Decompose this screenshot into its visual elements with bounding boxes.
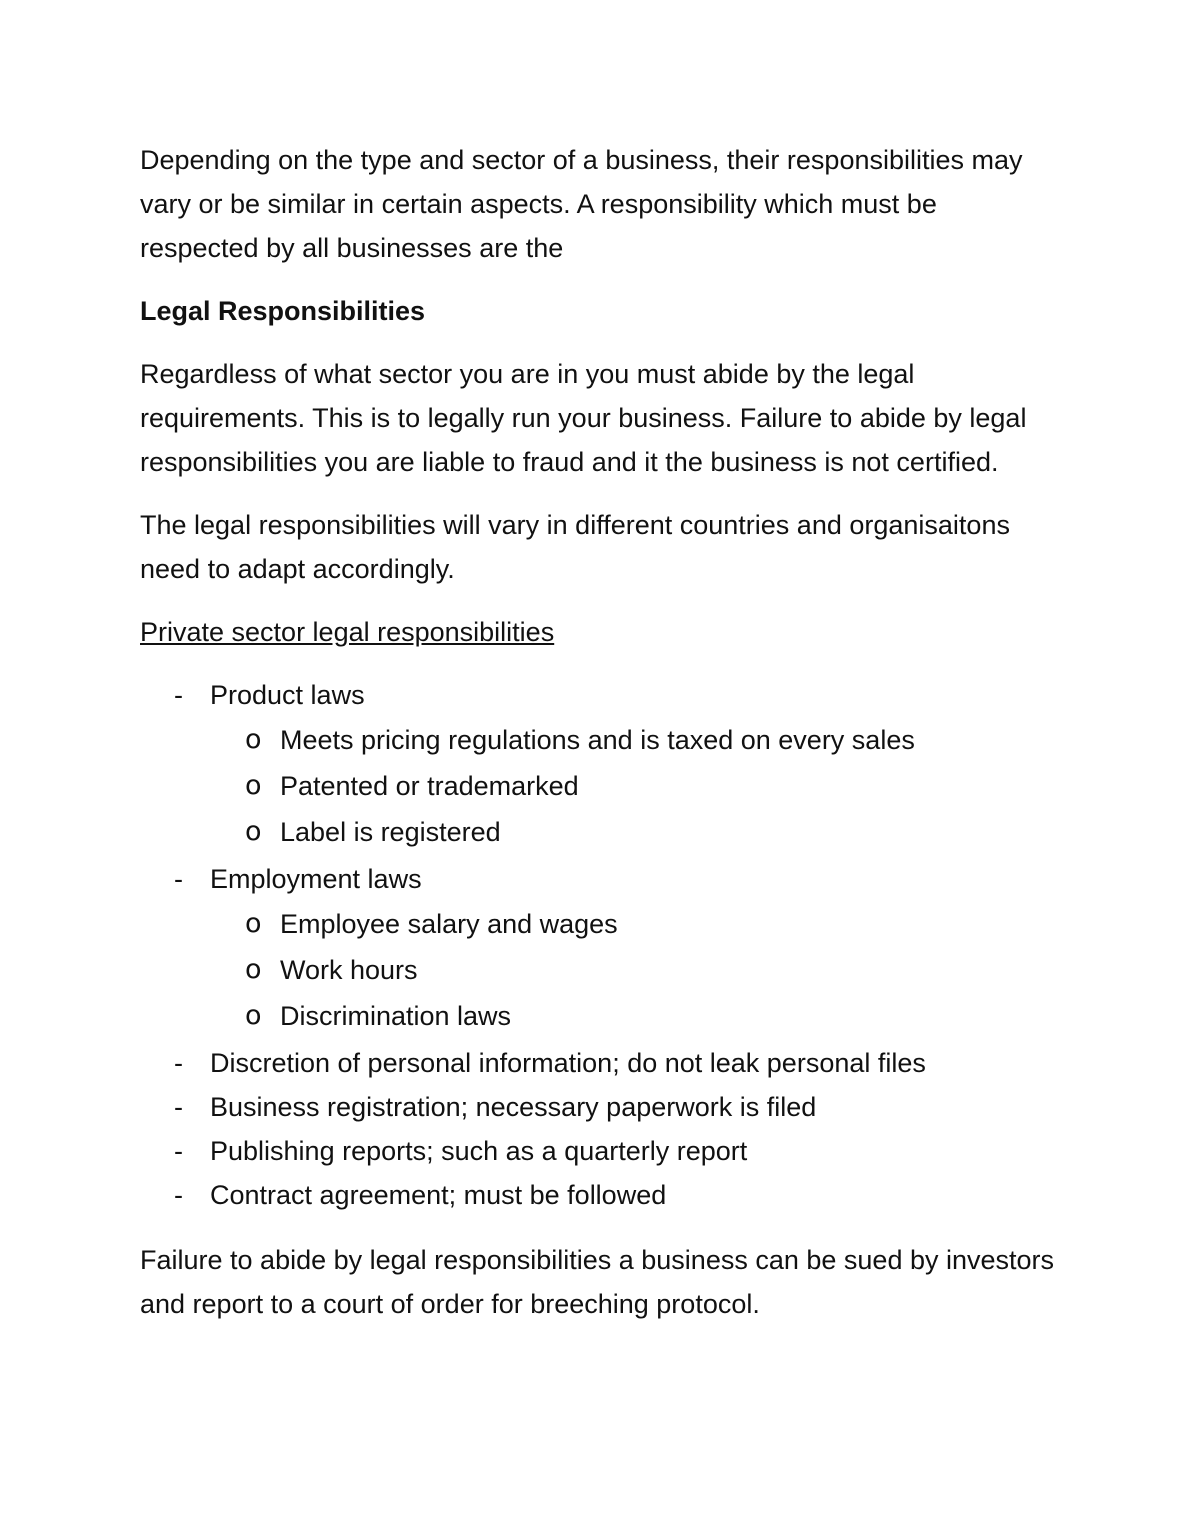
intro-paragraph: Depending on the type and sector of a business, their responsibilities may vary or be similar in certain aspects. A responsibility which must be respected by all businesses are the [140,145,1023,263]
list-item-label: Publishing reports; such as a quarterly report [210,1136,748,1166]
sub-list-item-label: Label is registered [280,817,501,847]
dash-bullet: - [174,1180,183,1210]
sub-list-item [210,809,1060,855]
list-item [140,1129,1060,1173]
responsibilities-list-block [140,673,1060,1217]
circle-bullet: o [245,908,262,939]
list-item [140,1173,1060,1217]
list-item [140,1041,1060,1085]
sub-list-item [210,993,1060,1039]
legal-responsibilities-heading: Legal Responsibilities [140,296,426,326]
private-sector-subheading: Private sector legal responsibilities [140,617,555,647]
dash-bullet: - [174,864,183,894]
sub-list-item-label: Patented or trademarked [280,771,579,801]
circle-bullet: o [245,954,262,985]
sub-list-item-label: Discrimination laws [280,1001,512,1031]
list-item-label: Contract agreement; must be followed [210,1180,667,1210]
dash-bullet: - [174,1136,183,1166]
sub-list-item-label: Employee salary and wages [280,909,618,939]
sub-list-item [210,717,1060,763]
list-item [140,673,1060,855]
sub-list-item-label: Work hours [280,955,418,985]
circle-bullet: o [245,816,262,847]
circle-bullet: o [245,724,262,755]
responsibilities-list [140,673,1060,1217]
sub-list-item [210,901,1060,947]
dash-bullet: - [174,1048,183,1078]
list-item [140,1085,1060,1129]
dash-bullet: - [174,1092,183,1122]
sub-list [210,717,1060,855]
circle-bullet: o [245,1000,262,1031]
conclusion-paragraph: Failure to abide by legal responsibilities a business can be sued by investors and report to a court of order for breeching protocol. [140,1245,1055,1319]
list-item-label: Discretion of personal information; do not leak personal files [210,1048,926,1078]
countries-paragraph: The legal responsibilities will vary in different countries and organisaitons need to adapt accordingly. [140,510,1010,584]
sub-list-item [210,763,1060,809]
sub-list-item [210,947,1060,993]
list-item-label: Business registration; necessary paperwork is filed [210,1092,817,1122]
list-item-label: Employment laws [210,864,422,894]
list-item-label: Product laws [210,680,365,710]
sub-list-item-label: Meets pricing regulations and is taxed on every sales [280,725,915,755]
legal-requirements-paragraph: Regardless of what sector you are in you must abide by the legal requirements. This is to legally run your business. Failure to abide by legal responsibilities you are liable to fraud and it the business is not certified. [140,359,1027,477]
sub-list [210,901,1060,1039]
circle-bullet: o [245,770,262,801]
document-page [140,138,1060,1345]
list-item [140,857,1060,1039]
dash-bullet: - [174,680,183,710]
